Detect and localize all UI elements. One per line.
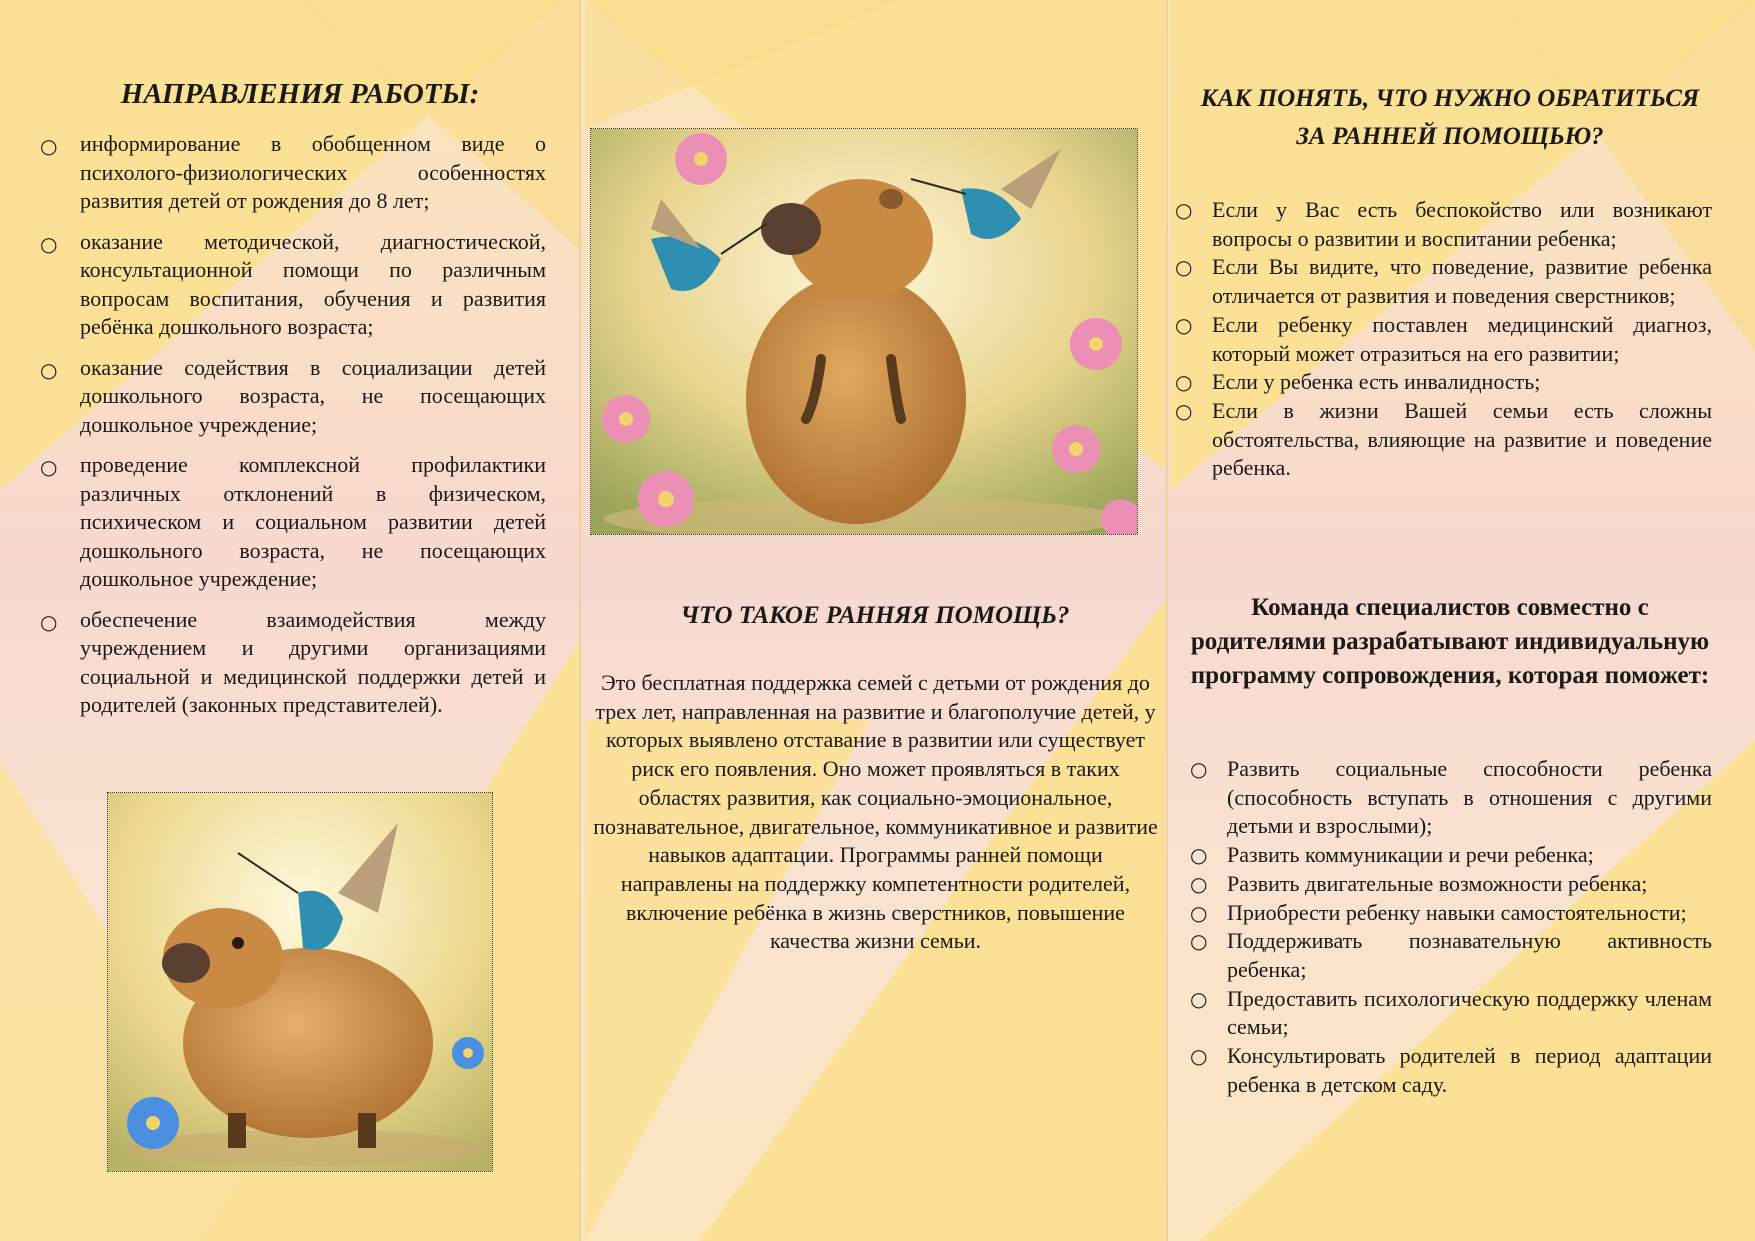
bullet-icon: ○ xyxy=(1190,1044,1208,1069)
team-title: Команда специалистов совместно с родителями разрабатывают индивидуальную программу сопровождения, которая поможет: xyxy=(1190,594,1710,689)
list-item: ○ Развить двигательные возможности ребенка; xyxy=(1227,870,1712,899)
list-item: ○ Консультировать родителей в период адаптации ребенка в детском саду. xyxy=(1190,1043,1712,1097)
bullet-icon: ○ xyxy=(1175,255,1193,280)
list-item: ○ Приобрести ребенку навыки самостоятельности; xyxy=(1227,899,1712,928)
bullet-icon: ○ xyxy=(1175,198,1193,222)
bullet-icon: ○ xyxy=(1190,929,1208,954)
directions-list xyxy=(40,130,546,732)
list-item: ○ оказание содействия в социализации детей дошкольного возраста, не посещающих дошкольное учреждение; xyxy=(40,354,546,437)
when-to-apply-title: КАК ПОНЯТЬ, ЧТО НУЖНО ОБРАТИТЬСЯ ЗА РАННЕЙ ПОМОЩЬЮ? xyxy=(1200,85,1700,150)
bullet-icon: ○ xyxy=(1190,900,1208,925)
bullet-icon: ○ xyxy=(40,357,58,382)
bullet-icon: ○ xyxy=(40,231,58,256)
bullet-icon: ○ xyxy=(40,609,58,634)
list-item: ○ информирование в обобщенном виде о психолого-физиологических особенностях развития детей от рождения до 8 лет; xyxy=(40,131,546,213)
capybara-hummingbirds-illustration xyxy=(590,128,1138,535)
list-item: ○ Развить социальные способности ребенка (способность вступать в отношения с другими детьми и взрослыми); xyxy=(1190,756,1712,839)
early-help-title: ЧТО ТАКОЕ РАННЯЯ ПОМОЩЬ? xyxy=(680,602,1070,629)
list-item: ○ Предоставить психологическую поддержку членам семьи; xyxy=(1190,985,1712,1040)
panel-right xyxy=(1170,0,1755,1241)
when-to-apply-list xyxy=(1175,196,1712,483)
list-item: ○ Если в жизни Вашей семьи есть сложны обстоятельства, влияющие на развитие и поведение ребенка. xyxy=(1175,397,1712,481)
bullet-icon: ○ xyxy=(40,134,58,158)
directions-title: НАПРАВЛЕНИЯ РАБОТЫ: xyxy=(120,78,480,110)
list-item: ○ Если у Вас есть беспокойство или возникают вопросы о развитии и воспитании ребенка; xyxy=(1175,197,1712,251)
capybara-bird-illustration xyxy=(107,792,493,1172)
list-item: ○ оказание методической, диагностической, консультационной помощи по различным вопросам воспитания, обучения и развития ребёнка дошкольного возраста; xyxy=(40,228,546,339)
bullet-icon: ○ xyxy=(1190,986,1208,1011)
bullet-icon: ○ xyxy=(1190,843,1208,868)
early-help-description: Это бесплатная поддержка семей с детьми от рождения до трех лет, направленная на развитие и благополучие детей, у которых выявлено отставание в развитии или существует риск его появления. Оно может проявляться в таких областях развития, как социально-эмоциональное, познавательное, двигательное, коммуникативное и развитие навыков адаптации. Программы ранней помощи направлены на поддержку компетентности родителей, включение ребёнка в жизнь сверстников, повышение качества жизни семьи. xyxy=(593,670,1158,954)
list-item: ○ проведение комплексной профилактики различных отклонений в физическом, психическом и социальном развитии детей дошкольного возраста, не посещающих дошкольное учреждение; xyxy=(40,452,546,591)
bullet-icon: ○ xyxy=(1175,398,1193,423)
list-item: ○ обеспечение взаимодействия между учреждением и другими организациями социальной и медицинской поддержки детей и родителей (законных представителей). xyxy=(40,606,546,717)
bullet-icon: ○ xyxy=(1175,312,1193,337)
bullet-icon: ○ xyxy=(1175,370,1193,395)
list-item: ○ Если Вы видите, что поведение, развитие ребенка отличается от развития и поведения сверстников; xyxy=(1175,254,1712,309)
bullet-icon: ○ xyxy=(1190,757,1208,781)
list-item: ○ Поддерживать познавательную активность ребенка; xyxy=(1190,928,1712,982)
list-item: ○ Если ребенку поставлен медицинский диагноз, который может отразиться на его развитии; xyxy=(1175,311,1712,366)
team-program-list xyxy=(1190,755,1712,1099)
bullet-icon: ○ xyxy=(40,455,58,479)
list-item: ○ Развить коммуникации и речи ребенка; xyxy=(1227,841,1712,870)
list-item: ○ Если у ребенка есть инвалидность; xyxy=(1212,368,1712,397)
bullet-icon: ○ xyxy=(1190,871,1208,896)
